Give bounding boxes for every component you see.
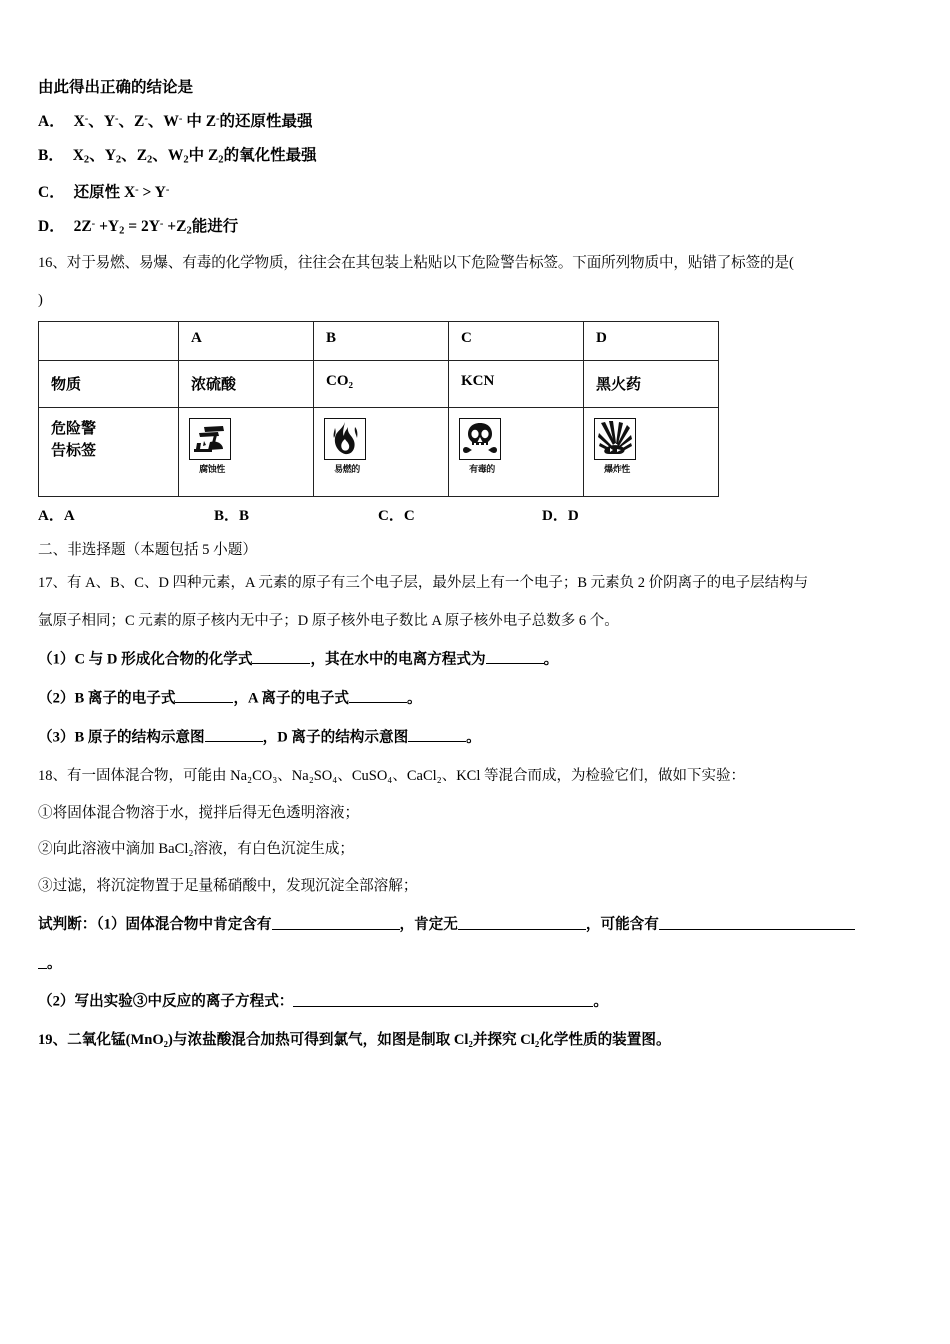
q17-sub3-part-b: ，D 离子的结构示意图 — [262, 729, 409, 746]
question-17-line1-text: 有 A、B、C、D 四种元素，A 元素的原子有三个电子层，最外层上有一个电子；B 元素负 2 价阴离子的电子层结构与 — [67, 575, 809, 591]
q18-judge-part-c: ，可能含有 — [585, 916, 659, 933]
q17-blank-4[interactable] — [349, 689, 407, 703]
q17-sub1-part-a: （1）C 与 D 形成化合物的化学式 — [38, 651, 253, 668]
q18-sub2-part-b: 。 — [593, 993, 609, 1010]
answer-option-a[interactable]: A．A — [38, 508, 75, 525]
question-18-judge-line-cont — [38, 954, 922, 971]
answer-option-b[interactable]: B．B — [214, 508, 250, 525]
question-16-stem — [38, 256, 922, 271]
header-cell-a: A — [191, 330, 202, 347]
question-17-line1 — [38, 576, 922, 591]
q17-sub3-part-c: 。 — [466, 729, 481, 746]
q18-blank-4[interactable] — [293, 992, 593, 1006]
q18-blank-1[interactable] — [272, 915, 400, 929]
choice-b-q15 — [38, 148, 922, 166]
question-19-text: 二氧化锰(MnO₂)与浓盐酸混合加热可得到氯气，如图是制取 Cl₂并探究 Cl₂化学性质的装置图。 — [67, 1032, 671, 1049]
flame-icon — [324, 418, 366, 460]
q17-sub1-part-c: 。 — [543, 651, 559, 668]
q18-judge-part-b: ，肯定无 — [399, 916, 458, 933]
question-18-sub2 — [38, 992, 922, 1009]
q18-blank-3-cont[interactable] — [38, 954, 47, 968]
choice-d-q15 — [38, 219, 922, 237]
q18-judge-part-a: 试判断：（1）固体混合物中肯定含有 — [38, 916, 272, 933]
skull-crossbones-icon — [459, 418, 501, 460]
hazard-caption-a: 腐蚀性 — [199, 464, 225, 475]
choice-b-label: B． — [38, 147, 64, 164]
question-18-judge-line — [38, 915, 922, 932]
hazard-cell-a — [179, 408, 313, 477]
question-19-number: 19、 — [38, 1032, 68, 1049]
q17-sub2-part-a: （2）B 离子的电子式 — [38, 690, 176, 707]
lead-question-text: 由此得出正确的结论是 — [38, 79, 194, 96]
table-row-materials — [39, 361, 719, 408]
answer-option-d[interactable]: D．D — [542, 508, 579, 525]
choice-c-q15 — [38, 185, 922, 201]
hazard-caption-b: 易燃的 — [334, 464, 360, 475]
hazard-sign-a — [189, 418, 235, 475]
q17-sub1-part-b: ，其在水中的电离方程式为 — [310, 651, 486, 668]
choice-c-label: C． — [38, 183, 65, 201]
choice-a-q15 — [38, 114, 922, 130]
question-18-step-1: ①将固体混合物溶于水，搅拌后得无色透明溶液； — [38, 804, 360, 821]
question-16-answers — [38, 504, 922, 526]
q17-blank-5[interactable] — [205, 728, 263, 742]
header-cell-d: D — [596, 330, 607, 347]
hazard-caption-c: 有毒的 — [469, 464, 495, 475]
question-18-number: 18、 — [38, 768, 67, 785]
choice-c-text: 还原性 X- > Y- — [73, 183, 170, 201]
question-17-line2: 氩原子相同；C 元素的原子核内无中子；D 原子核外电子数比 A 原子核外电子总数多 6 个。 — [38, 612, 619, 629]
explosion-icon — [594, 418, 636, 460]
q18-blank-3[interactable] — [659, 915, 855, 929]
answer-option-c[interactable]: C．C — [378, 508, 415, 525]
question-16-stem-line2: ) — [38, 291, 43, 308]
choice-d-label: D． — [38, 218, 65, 236]
question-17-sub1 — [38, 650, 922, 667]
q18-sub2-part-a: （2）写出实验③中反应的离子方程式： — [38, 993, 294, 1010]
q17-blank-6[interactable] — [408, 728, 466, 742]
hazard-sign-c — [459, 418, 505, 475]
question-18 — [38, 769, 922, 1009]
question-16-stem-text: 对于易燃、易爆、有毒的化学物质，往往会在其包装上粘贴以下危险警告标签。下面所列物质中，贴错了标签的是( — [66, 255, 794, 272]
question-17-sub2 — [38, 689, 922, 706]
q17-blank-2[interactable] — [486, 650, 544, 664]
header-cell-b: B — [326, 330, 337, 347]
q17-blank-1[interactable] — [252, 650, 310, 664]
q17-sub2-part-b: ，A 离子的电子式 — [233, 690, 349, 707]
document-content — [38, 80, 922, 1063]
question-18-step-2: ②向此溶液中滴加 BaCl₂溶液，有白色沉淀生成； — [38, 841, 355, 858]
question-17-sub3 — [38, 728, 922, 745]
question-16-number: 16、 — [38, 255, 67, 272]
q17-sub3-part-a: （3）B 原子的结构示意图 — [38, 729, 205, 746]
question-19 — [38, 1033, 922, 1048]
choice-a-label: A． — [38, 112, 65, 130]
hazard-sign-b — [324, 418, 370, 475]
question-17 — [38, 576, 922, 745]
material-cell-c: KCN — [461, 373, 495, 390]
q18-blank-2[interactable] — [458, 915, 586, 929]
hazard-cell-d — [584, 408, 718, 477]
hazard-label-table — [38, 321, 719, 497]
hazard-row-label — [39, 408, 178, 463]
hazard-row-label-line1: 危险警 — [51, 421, 97, 438]
hazard-row-label-line2: 告标签 — [51, 443, 97, 460]
choice-b-text: $X_2$、$Y_2$、$Z_2$、$W_2$中 $Z_2$的氧化性最强 — [72, 147, 317, 166]
hazard-cell-b — [314, 408, 448, 477]
section-2-heading: 二、非选择题（本题包括 5 小题） — [38, 542, 257, 559]
hazard-sign-d — [594, 418, 640, 475]
header-cell-c: C — [461, 330, 472, 347]
material-cell-a: 浓硫酸 — [191, 377, 237, 394]
question-18-stem — [38, 769, 922, 784]
table-row-header — [39, 322, 719, 361]
question-18-stem-text: 有一固体混合物，可能由 Na₂CO₃、Na₂SO₄、CuSO₄、CaCl₂、KCl 等混合而成，为检验它们，做如下实验： — [67, 768, 746, 785]
q17-blank-3[interactable] — [175, 689, 233, 703]
material-cell-b: CO₂ — [326, 373, 353, 390]
corrosive-icon — [189, 418, 231, 460]
choice-d-text: $2Z^- +Y_2 = 2Y^- +Z_2$能进行 — [73, 218, 239, 237]
material-row-label: 物质 — [51, 377, 82, 394]
question-17-number: 17、 — [38, 575, 67, 591]
header-cell-blank — [39, 322, 178, 330]
hazard-caption-d: 爆炸性 — [604, 464, 630, 475]
choice-a-text: X-、Y-、Z-、W- 中 Z-的还原性最强 — [73, 112, 313, 130]
q17-sub2-part-c: 。 — [406, 690, 422, 707]
table-row-hazard-labels — [39, 408, 719, 497]
question-18-step-3: ③过滤，将沉淀物置于足量稀硝酸中，发现沉淀全部溶解； — [38, 877, 418, 894]
q18-judge-end: 。 — [47, 955, 62, 972]
material-cell-d: 黑火药 — [596, 377, 642, 394]
hazard-cell-c — [449, 408, 583, 477]
